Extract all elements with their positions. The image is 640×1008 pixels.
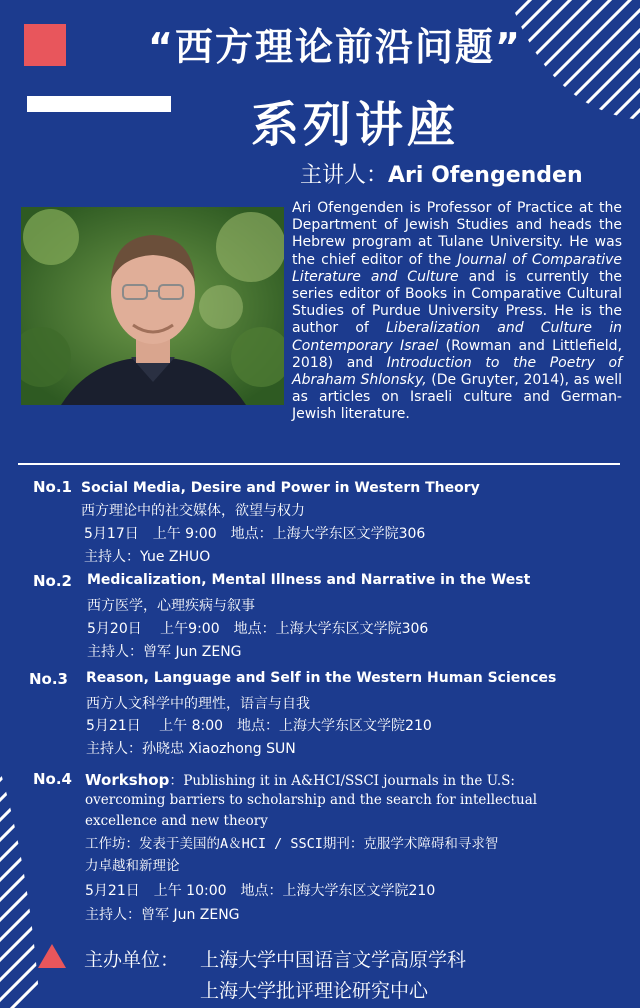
speaker-label: 主讲人：	[300, 163, 389, 188]
workshop-heading	[85, 770, 515, 791]
speaker-heading	[300, 158, 630, 189]
lecture-title-en: Medicalization, Mental Illness and Narrative in the West	[87, 572, 531, 588]
bio-text-2: and is currently the series editor of Books in Comparative Cultural Studies of Purdue University Press. He is the author of	[292, 268, 622, 337]
lecture-number: No.4	[33, 770, 72, 788]
organizer-line-1: 上海大学中国语言文学高原学科	[200, 949, 467, 971]
page-title-line2: 系列讲座	[250, 97, 459, 153]
lecture-host: 主持人：曾军 Jun ZENG	[87, 644, 242, 660]
speaker-name: Ari Ofengenden	[388, 163, 583, 188]
bio-book-title-2: Introduction to the Poetry of Abraham Shlonsky,	[292, 354, 622, 389]
lecture-number: No.2	[33, 572, 72, 590]
section-divider	[18, 463, 620, 465]
organizer-line-2: 上海大学批评理论研究中心	[200, 980, 429, 1002]
page-title-line1: “西方理论前沿问题”	[148, 25, 522, 69]
red-triangle-icon	[38, 944, 66, 968]
workshop-desc-en-2: overcoming barriers to scholarship and the search for intellectual	[85, 792, 538, 808]
lecture-title-cn: 西方医学，心理疾病与叙事	[87, 598, 255, 614]
speaker-photo	[21, 207, 284, 405]
lecture-title-en: Reason, Language and Self in the Western Human Sciences	[86, 670, 557, 686]
bio-text-3: (Rowman and Littlefield, 2018) and	[292, 337, 622, 371]
bio-journal-title: Journal of Comparative Literature and Culture	[292, 251, 622, 285]
lecture-host: 主持人：曾军 Jun ZENG	[85, 907, 240, 923]
workshop-desc-en-3: excellence and new theory	[85, 813, 268, 829]
lecture-title-en: Workshop	[85, 771, 170, 789]
lecture-time-location: 5月20日 上午9:00 地点：上海大学东区文学院306	[87, 621, 429, 637]
diagonal-stripes-decoration-left	[0, 770, 40, 1008]
workshop-desc-cn-1: 工作坊：发表于美国的A＆HCI / SSCI期刊：克服学术障碍和寻求智	[85, 836, 499, 852]
lecture-title-cn: 西方人文科学中的理性，语言与自我	[86, 696, 310, 712]
lecture-time-location: 5月21日 上午 8:00 地点：上海大学东区文学院210	[86, 718, 432, 734]
bio-book-title-1: Liberalization and Culture in Contemporary Israel	[292, 320, 622, 354]
organizer-label: 主办单位：	[84, 949, 180, 971]
workshop-desc-cn-2: 力卓越和新理论	[85, 858, 180, 874]
lecture-host: 主持人：孙晓忠 Xiaozhong SUN	[86, 741, 296, 757]
bio-text-4: (De Gruyter, 2014), as well as articles on Israeli culture and German-Jewish literature.	[292, 372, 622, 423]
bio-text-1: Ari Ofengenden is Professor of Practice at the Department of Jewish Studies and heads the Hebrew program at Tulane University. He was the chief editor of the	[292, 200, 622, 268]
lecture-number: No.3	[29, 670, 68, 688]
lecture-time-location: 5月17日 上午 9:00 地点：上海大学东区文学院306	[84, 526, 426, 542]
workshop-title-separator: ：	[169, 773, 184, 789]
lecture-title-en: Social Media, Desire and Power in Western Theory	[81, 480, 480, 496]
lecture-host: 主持人：Yue ZHUO	[84, 549, 211, 565]
lecture-time-location: 5月21日 上午 10:00 地点：上海大学东区文学院210	[85, 883, 436, 899]
lecture-number: No.1	[33, 478, 72, 496]
lecture-title-cn: 西方理论中的社交媒体，欲望与权力	[81, 503, 305, 519]
workshop-desc-en-1: Publishing it in A&HCI/SSCI journals in the U.S:	[183, 773, 515, 789]
speaker-bio	[292, 200, 622, 424]
